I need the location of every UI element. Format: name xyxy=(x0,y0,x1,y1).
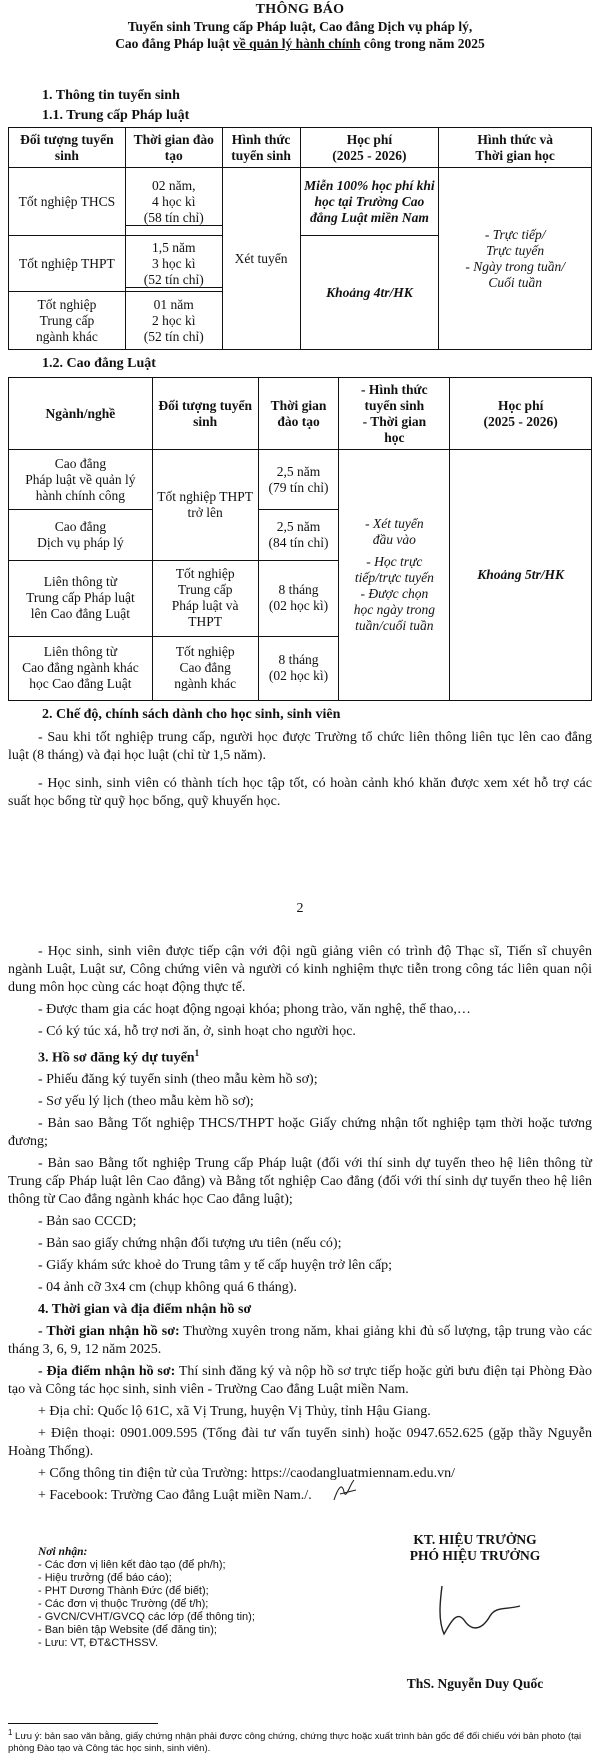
t2-fee: Khoảng 5tr/HK xyxy=(450,450,592,701)
recipient-item: - Các đơn vị liên kết đào tạo (để ph/h); xyxy=(38,1559,226,1571)
t1-header-duration: Thời gian đào tạo xyxy=(125,128,222,168)
signer-position-2: PHÓ HIỆU TRƯỞNG xyxy=(409,1548,541,1563)
t1-header-fee: Học phí (2025 - 2026) xyxy=(300,128,439,168)
t2-row2-major: Cao đẳng Dịch vụ pháp lý xyxy=(9,510,153,560)
t1-method: Xét tuyển xyxy=(222,168,300,350)
recipient-item: - PHT Dương Thành Đức (để biết); xyxy=(38,1585,209,1597)
t2-row4-major: Liên thông từ Cao đẳng ngành khác học Cao đẳng Luật xyxy=(9,636,153,700)
t2-row3-duration: 8 tháng (02 học kì) xyxy=(258,560,339,636)
signer-position-1: KT. HIỆU TRƯỞNG xyxy=(413,1532,537,1547)
receipt-location: - Địa điểm nhận hồ sơ: Thí sinh đăng ký và nộp hồ sơ trực tiếp hoặc gửi bưu điện tại Phòng Đào tạo và Công tác học sinh, sinh viên - Trường Cao đẳng Luật miền Nam. xyxy=(8,1363,592,1397)
t2-header-target: Đối tượng tuyển sinh xyxy=(152,378,258,450)
t2-mode: - Xét tuyển đầu vào - Học trực tiếp/trực tuyến - Được chọn học ngày trong tuần/cuối tuần xyxy=(339,450,450,701)
t1-row1-target: Tốt nghiệp THCS xyxy=(9,168,126,236)
doc-title: THÔNG BÁO xyxy=(255,2,345,17)
dossier-item-5: - Bản sao CCCD; xyxy=(38,1213,137,1229)
t2-header-mode: - Hình thức tuyển sinh - Thời gian học xyxy=(339,378,450,450)
policy-paragraph-3: - Học sinh, sinh viên được tiếp cận với đội ngũ giảng viên có trình độ Thạc sĩ, Tiến sĩ chuyên ngành Luật, Luật sư, Công chứng viên và người có kinh nghiệm thực tiễn trong công tác liên quan nội dung môn học cùng các hoạt động thực tế. xyxy=(8,944,592,995)
t1-row1-duration: 02 năm, 4 học kì (58 tín chỉ) xyxy=(125,168,222,236)
policy-paragraph-1: - Sau khi tốt nghiệp trung cấp, người học được Trường tổ chức liên thông liên tục lên cao đẳng luật (8 tháng) và đại học luật (chỉ từ 1,5 năm). xyxy=(8,730,592,763)
t1-header-mode: Hình thức và Thời gian học xyxy=(439,128,592,168)
dossier-item-1: - Phiếu đăng ký tuyển sinh (theo mẫu kèm hồ sơ); xyxy=(38,1071,318,1087)
dossier-item-2: - Sơ yếu lý lịch (theo mẫu kèm hồ sơ); xyxy=(38,1093,254,1109)
t1-fee-estimate: Khoảng 4tr/HK xyxy=(300,236,439,350)
section-3-title: 3. Hồ sơ đăng ký dự tuyển$^1$ xyxy=(38,1048,200,1066)
recipients-title: Nơi nhận: xyxy=(38,1546,88,1558)
handwritten-signature xyxy=(420,1580,530,1640)
policy-paragraph-5: - Có ký túc xá, hỗ trợ nơi ăn, ở, sinh hoạt cho người học. xyxy=(38,1024,356,1039)
t2-row1-duration: 2,5 năm (79 tín chỉ) xyxy=(258,450,339,510)
section-4-title: 4. Thời gian và địa điểm nhận hồ sơ xyxy=(38,1301,252,1317)
recipient-item: - Các đơn vị thuộc Trường (để t/h); xyxy=(38,1598,209,1610)
recipient-item: - Ban biên tập Website (để đăng tin); xyxy=(38,1624,217,1636)
dossier-item-8: - 04 ảnh cỡ 3x4 cm (chụp không quá 6 tháng). xyxy=(38,1279,297,1295)
t1-header-method: Hình thức tuyển sinh xyxy=(222,128,300,168)
section-1-2-title: 1.2. Cao đẳng Luật xyxy=(42,356,156,371)
table-trung-cap xyxy=(8,127,592,350)
t2-header-major: Ngành/nghề xyxy=(9,378,153,450)
recipients-block xyxy=(38,1546,338,1650)
dossier-item-3: - Bản sao Bằng Tốt nghiệp THCS/THPT hoặc Giấy chứng nhận tốt nghiệp tạm thời hoặc tương đương; xyxy=(8,1115,592,1149)
t1-mode: - Trực tiếp/ Trực tuyến - Ngày trong tuần/ Cuối tuần xyxy=(439,168,592,350)
receipt-time: - Thời gian nhận hồ sơ: Thường xuyên trong năm, khai giảng khi đủ số lượng, tập trung vào các tháng 3, 6, 9, 12 năm 2025. xyxy=(8,1323,592,1357)
initials-mark xyxy=(330,1478,360,1504)
section-2-title: 2. Chế độ, chính sách dành cho học sinh, sinh viên xyxy=(42,707,341,722)
section-1-title: 1. Thông tin tuyển sinh xyxy=(42,88,180,103)
contact-facebook: + Facebook: Trường Cao đẳng Luật miền Nam./. xyxy=(38,1487,312,1503)
document-header xyxy=(0,0,600,52)
doc-subtitle-1: Tuyển sinh Trung cấp Pháp luật, Cao đẳng Dịch vụ pháp lý, xyxy=(127,19,473,34)
recipient-item: - Hiệu trưởng (để báo cáo); xyxy=(38,1572,172,1584)
dossier-item-7: - Giấy khám sức khoẻ do Trung tâm y tế cấp huyện trở lên cấp; xyxy=(38,1257,393,1273)
t2-row4-duration: 8 tháng (02 học kì) xyxy=(258,636,339,700)
doc-subtitle-2: Cao đẳng Pháp luật về quản lý hành chính công trong năm 2025 xyxy=(115,36,485,51)
t1-row3-target: Tốt nghiệp Trung cấp ngành khác xyxy=(9,292,126,350)
page-number: 2 xyxy=(296,901,304,916)
t2-row2-duration: 2,5 năm (84 tín chỉ) xyxy=(258,510,339,560)
t1-row3-duration: 01 năm 2 học kì (52 tín chỉ) xyxy=(125,292,222,350)
section-1-1-title: 1.1. Trung cấp Pháp luật xyxy=(42,108,190,123)
policy-paragraph-4: - Được tham gia các hoạt động ngoại khóa; phong trào, văn nghệ, thể thao,… xyxy=(38,1002,471,1017)
footnote-divider xyxy=(8,1723,158,1724)
signer-name: ThS. Nguyễn Duy Quốc xyxy=(406,1676,544,1691)
dossier-item-6: - Bản sao giấy chứng nhận đối tượng ưu tiên (nếu có); xyxy=(38,1235,342,1251)
t1-row2-target: Tốt nghiệp THPT xyxy=(9,236,126,292)
t1-fee-free: Miễn 100% học phí khi học tại Trường Cao đẳng Luật miền Nam xyxy=(300,168,439,236)
dossier-item-4: - Bản sao Bằng tốt nghiệp Trung cấp Pháp luật (đối với thí sinh dự tuyển theo hệ liên thông từ Trung cấp Pháp luật lên Cao đẳng) và Bằng tốt nghiệp Cao đẳng (đối với thí sinh dự tuyển theo hệ liên thông từ Cao đẳng ngành khác học Cao đẳng luật); xyxy=(8,1155,592,1207)
t1-header-target: Đối tượng tuyển sinh xyxy=(9,128,126,168)
contact-website: + Cổng thông tin điện tử của Trường: https://caodangluatmiennam.edu.vn/ xyxy=(38,1465,455,1481)
page-2-body xyxy=(8,943,592,1505)
t2-row12-target: Tốt nghiệp THPT trở lên xyxy=(152,450,258,560)
t2-row1-major: Cao đẳng Pháp luật về quản lý hành chính công xyxy=(9,450,153,510)
t2-row3-target: Tốt nghiệp Trung cấp Pháp luật và THPT xyxy=(152,560,258,636)
contact-address: + Địa chỉ: Quốc lộ 61C, xã Vị Trung, huyện Vị Thủy, tỉnh Hậu Giang. xyxy=(38,1403,431,1419)
t2-row3-major: Liên thông từ Trung cấp Pháp luật lên Cao đẳng Luật xyxy=(9,560,153,636)
t2-header-duration: Thời gian đào tạo xyxy=(258,378,339,450)
footnote: $^1$ Lưu ý: bản sao văn bằng, giấy chứng nhận phải được công chứng, chứng thực hoặc xuất trình bản gốc để đối chiếu với bản photo (tại phòng Đào tạo và Công tác học sinh, sinh viên). xyxy=(8,1728,582,1755)
table-cao-dang xyxy=(8,377,592,701)
policy-paragraph-2: - Học sinh, sinh viên có thành tích học tập tốt, có hoàn cảnh khó khăn được xem xét hỗ trợ các suất học bổng từ quỹ học bổng, quỹ khuyến học. xyxy=(8,776,592,809)
recipient-item: - GVCN/CVHT/GVCQ các lớp (để thông tin); xyxy=(38,1611,255,1623)
contact-phone: + Điện thoại: 0901.009.595 (Tổng đài tư vấn tuyển sinh) hoặc 0947.652.625 (gặp thầy Nguyễn Hoàng Thống). xyxy=(8,1425,592,1459)
signature-block xyxy=(380,1532,570,1564)
t1-row2-duration: 1,5 năm 3 học kì (52 tín chỉ) xyxy=(125,236,222,292)
t2-row4-target: Tốt nghiệp Cao đẳng ngành khác xyxy=(152,636,258,700)
recipient-item: - Lưu: VT, ĐT&CTHSSV. xyxy=(38,1637,159,1649)
t2-header-fee: Học phí (2025 - 2026) xyxy=(450,378,592,450)
